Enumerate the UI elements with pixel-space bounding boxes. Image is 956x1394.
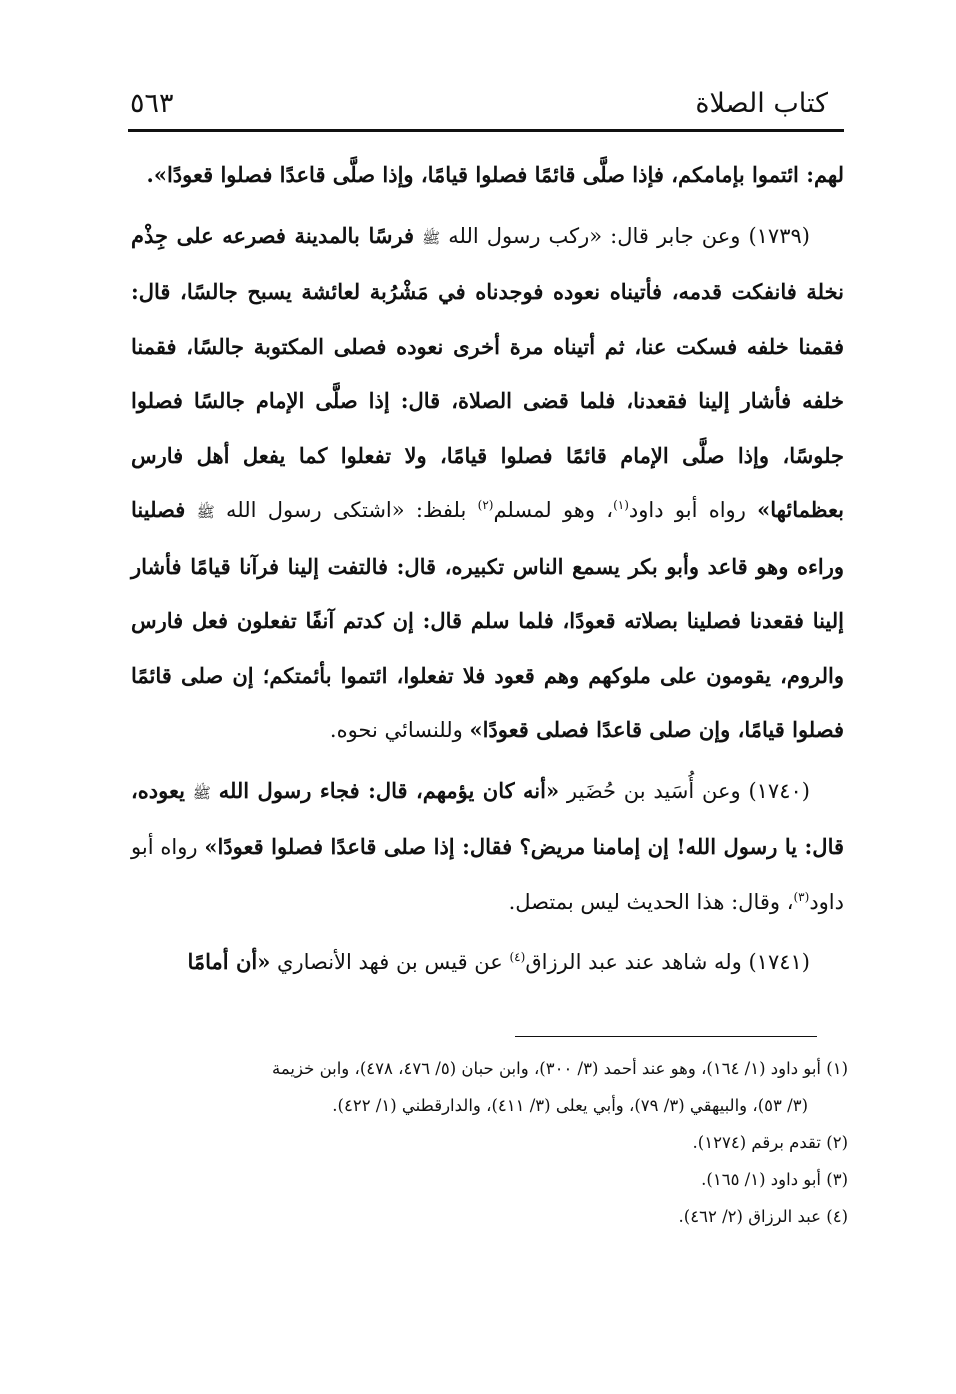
- hadith-source: رواه أبو داود: [628, 498, 746, 522]
- footnote-2: (٢) تقدم برقم (١٢٧٤).: [692, 1133, 848, 1152]
- hadith-text: وعن أُسَيد بن حُضَير: [566, 778, 741, 803]
- salawat-symbol: ﷺ: [192, 783, 211, 802]
- hadith-text: «أن أمامًا: [187, 949, 271, 974]
- hadith-text: وله شاهد عند عبد الرزاق: [525, 950, 742, 974]
- hadith-1740: [131, 764, 844, 930]
- footnote-3: (٣) أبو داود (١/ ١٦٥).: [701, 1170, 848, 1189]
- hadith-number: (١٧٤٠): [748, 778, 810, 803]
- hadith-text: «أنه كان يؤمهم، قال: فجاء رسول الله: [218, 777, 560, 803]
- footnote-marker[interactable]: (١): [613, 498, 629, 512]
- footnote-marker[interactable]: (٣): [793, 889, 810, 904]
- footnote-marker[interactable]: (٤): [509, 950, 526, 964]
- hadith-source: وللنسائي نحوه.: [329, 718, 463, 742]
- hadith-text: عن قيس بن فهد الأنصاري: [277, 950, 503, 974]
- footnote-separator: [515, 1036, 817, 1037]
- footnote-4: (٤) عبد الرزاق (٢/ ٤٦٢).: [678, 1207, 848, 1226]
- hadith-text: يعوده، قال: يا رسول الله! إن إمامنا مريض؟ فقال: إذا صلى قاعدًا فصلوا قعودًا»: [131, 777, 845, 859]
- main-text: [131, 148, 844, 990]
- footnote-1: (١) أبو داود (١/ ١٦٤)، وهو عند أحمد (٣/ ٣٠٠)، وابن حبان (٥/ ٤٧٦، ٤٧٨)، وابن خزيمة: [272, 1059, 848, 1078]
- hadith-source: ، وقال: هذا الحديث ليس بمتصل.: [508, 889, 794, 914]
- chapter-title: كتاب الصلاة: [695, 88, 828, 119]
- hadith-source: بلفظ: «اشتكى رسول الله: [226, 498, 467, 522]
- hadith-text: فصلينا وراءه وهو قاعد وأبو بكر يسمع الناس تكبيره، قال: فالتفت إلينا فرآنا قيامًا فأشار إلينا فقعدنا فصلينا بصلاته قعودًا، فلما سلم قال: إن كدتم آنفًا تفعلون فعل فارس والروم، يقومون على ملوكهم وهم قعود فلا تفعلوا، ائتموا بأئمتكم؛ إن صلى قائمًا فصلوا قيامًا، وإن صلى قاعدًا فصلى قعودًا»: [131, 497, 844, 742]
- hadith-text: وعن جابر قال: «ركب رسول الله: [448, 223, 741, 248]
- footnote-1-continuation: (٣/ ٥٣)، والبيهقي (٣/ ٧٩)، وأبي يعلى (٣/ ٤١١)، والدارقطني (١/ ٤٢٢).: [332, 1096, 808, 1115]
- paragraph-continuation: [131, 148, 844, 203]
- page-number: ٥٦٣: [130, 88, 174, 119]
- footnotes: [135, 1050, 848, 1235]
- hadith-1741: [131, 935, 844, 990]
- salawat-symbol: ﷺ: [196, 503, 215, 521]
- running-header: [128, 84, 828, 128]
- salawat-symbol: ﷺ: [422, 228, 441, 247]
- hadith-number: (١٧٣٩): [748, 223, 810, 248]
- hadith-source: ، وهو لمسلم: [493, 498, 614, 522]
- header-rule: [128, 129, 844, 132]
- footnote-marker[interactable]: (٢): [477, 498, 494, 512]
- hadith-source: رواه أبو داود: [131, 835, 844, 914]
- hadith-text: فرسًا بالمدينة فصرعه على جِذْم نخلة فانفكت قدمه، فأتيناه نعوده فوجدناه في مَشْرُبة لعائشة يسبح جالسًا، قال: فقمنا خلفه فسكت عنا، ثم أتيناه مرة أخرى نعوده فصلى المكتوبة جالسًا، فقمنا خلفه فأشار إلينا فقعدنا، فلما قضى الصلاة، قال: إذا صلَّى الإمام جالسًا فصلوا جلوسًا، وإذا صلَّى الإمام قائمًا فصلوا قيامًا، ولا تفعلوا كما يفعل أهل فارس بعظمائها»: [131, 222, 844, 522]
- paragraph-text: لهم: ائتموا بإمامكم، فإذا صلَّى قائمًا فصلوا قيامًا، وإذا صلَّى قاعدًا فصلوا قعودًا».: [146, 162, 844, 187]
- hadith-1739: [131, 209, 844, 758]
- hadith-number: (١٧٤١): [748, 950, 810, 974]
